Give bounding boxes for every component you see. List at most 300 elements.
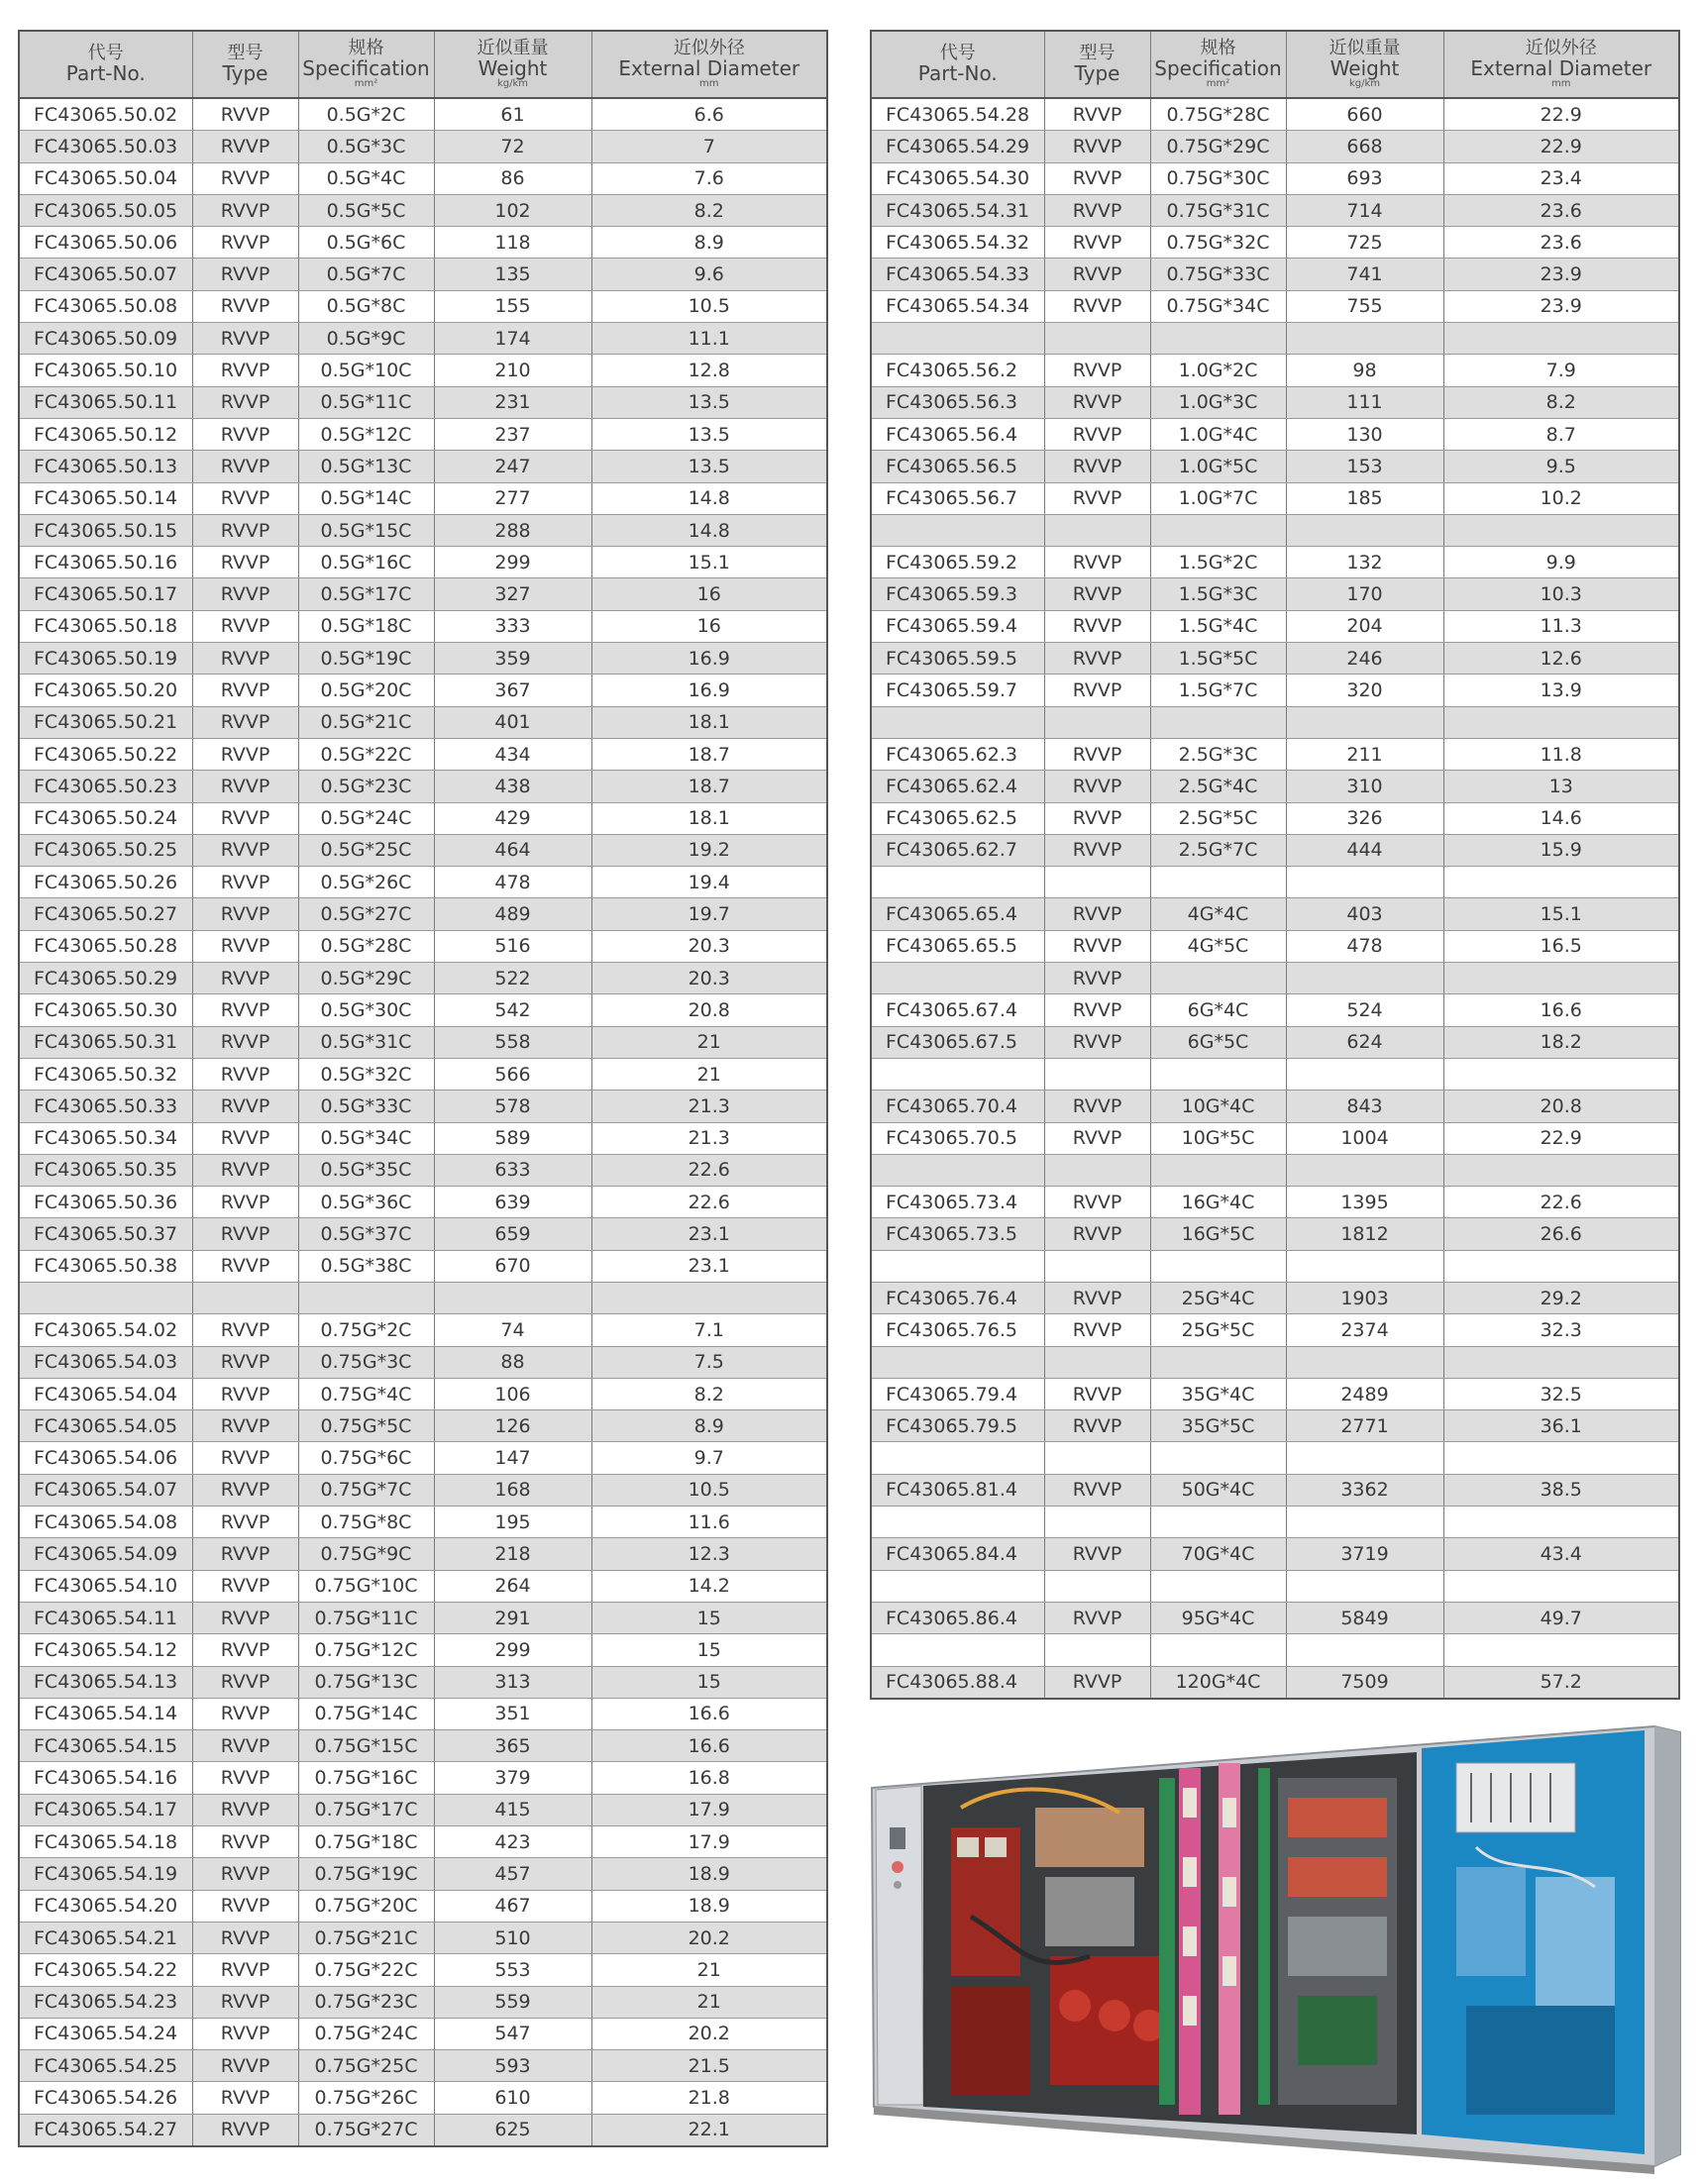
- table-row: [19, 1954, 827, 1986]
- weight-cell: 429: [434, 802, 591, 834]
- table-row: [871, 386, 1679, 418]
- table-row: [19, 1570, 827, 1602]
- type-cell: RVVP: [192, 1538, 298, 1570]
- type-cell: [1044, 867, 1150, 898]
- part-no-cell: FC43065.56.2: [871, 355, 1044, 386]
- part-no-cell: [871, 1058, 1044, 1090]
- table-row: [19, 1187, 827, 1218]
- diameter-cell: 19.2: [591, 834, 827, 866]
- part-no-cell: FC43065.54.34: [871, 290, 1044, 322]
- specification-cell: 0.75G*34C: [1150, 290, 1286, 322]
- table-row: [871, 1442, 1679, 1474]
- part-no-cell: FC43065.50.24: [19, 802, 192, 834]
- weight-cell: 478: [434, 867, 591, 898]
- type-cell: RVVP: [192, 1250, 298, 1282]
- weight-cell: 359: [434, 643, 591, 675]
- specification-cell: 0.5G*24C: [298, 802, 434, 834]
- specification-cell: 1.5G*5C: [1150, 643, 1286, 675]
- table-row: [19, 994, 827, 1026]
- part-no-cell: FC43065.50.16: [19, 547, 192, 578]
- type-cell: RVVP: [1044, 290, 1150, 322]
- type-cell: RVVP: [192, 1378, 298, 1409]
- type-cell: RVVP: [192, 1442, 298, 1474]
- part-no-cell: FC43065.50.37: [19, 1218, 192, 1250]
- table-row: [871, 451, 1679, 482]
- specification-cell: 0.75G*25C: [298, 2050, 434, 2082]
- specification-cell: 0.5G*7C: [298, 259, 434, 290]
- specification-cell: 0.75G*14C: [298, 1698, 434, 1729]
- part-no-cell: FC43065.62.4: [871, 771, 1044, 802]
- part-no-cell: FC43065.54.21: [19, 1922, 192, 1953]
- part-no-cell: FC43065.79.5: [871, 1410, 1044, 1442]
- type-cell: RVVP: [192, 98, 298, 131]
- part-no-cell: FC43065.54.14: [19, 1698, 192, 1729]
- type-cell: RVVP: [1044, 1602, 1150, 1633]
- specification-cell: 0.75G*5C: [298, 1410, 434, 1442]
- weight-cell: 320: [1286, 675, 1443, 706]
- type-cell: RVVP: [1044, 1538, 1150, 1570]
- table-row: [871, 643, 1679, 675]
- specification-cell: 1.0G*4C: [1150, 418, 1286, 450]
- diameter-cell: 15.1: [591, 547, 827, 578]
- cable-spec-table-right: [870, 30, 1680, 1700]
- type-cell: [1044, 1442, 1150, 1474]
- diameter-cell: [1443, 1634, 1679, 1666]
- specification-cell: 0.5G*21C: [298, 706, 434, 738]
- specification-cell: 35G*4C: [1150, 1378, 1286, 1409]
- type-cell: RVVP: [192, 1730, 298, 1762]
- part-no-cell: FC43065.67.4: [871, 994, 1044, 1026]
- part-no-cell: FC43065.54.13: [19, 1666, 192, 1698]
- type-cell: RVVP: [192, 898, 298, 930]
- specification-cell: 0.75G*28C: [1150, 98, 1286, 131]
- table-row: [871, 227, 1679, 259]
- table-row: [871, 1091, 1679, 1122]
- specification-cell: 10G*5C: [1150, 1122, 1286, 1154]
- part-no-cell: FC43065.50.31: [19, 1026, 192, 1058]
- table-row: [19, 451, 827, 482]
- table-row: [19, 2050, 827, 2082]
- weight-cell: 1395: [1286, 1187, 1443, 1218]
- diameter-cell: 16.9: [591, 675, 827, 706]
- type-cell: [1044, 1570, 1150, 1602]
- diameter-cell: 8.9: [591, 227, 827, 259]
- specification-cell: 0.75G*27C: [298, 2114, 434, 2146]
- part-no-cell: FC43065.54.09: [19, 1538, 192, 1570]
- type-cell: RVVP: [192, 963, 298, 994]
- part-no-cell: FC43065.84.4: [871, 1538, 1044, 1570]
- weight-cell: 218: [434, 1538, 591, 1570]
- type-cell: RVVP: [1044, 610, 1150, 642]
- table-body: [871, 98, 1679, 1699]
- specification-cell: 6G*4C: [1150, 994, 1286, 1026]
- part-no-cell: FC43065.54.32: [871, 227, 1044, 259]
- diameter-cell: 20.2: [591, 2018, 827, 2049]
- type-cell: RVVP: [192, 675, 298, 706]
- part-no-cell: FC43065.73.5: [871, 1218, 1044, 1250]
- diameter-cell: 16: [591, 578, 827, 610]
- part-no-cell: [871, 1346, 1044, 1378]
- weight-cell: 660: [1286, 98, 1443, 131]
- part-no-cell: FC43065.76.4: [871, 1282, 1044, 1313]
- table-row: [19, 1922, 827, 1953]
- type-cell: RVVP: [1044, 451, 1150, 482]
- diameter-cell: 8.7: [1443, 418, 1679, 450]
- header-part-no: 代号 Part-No.: [19, 31, 192, 98]
- table-row: [871, 802, 1679, 834]
- table-row: [19, 963, 827, 994]
- table-row: [19, 227, 827, 259]
- type-cell: RVVP: [1044, 771, 1150, 802]
- diameter-cell: 10.3: [1443, 578, 1679, 610]
- weight-cell: 668: [1286, 131, 1443, 162]
- part-no-cell: [871, 1507, 1044, 1538]
- diameter-cell: 13.5: [591, 418, 827, 450]
- weight-cell: 1004: [1286, 1122, 1443, 1154]
- specification-cell: 2.5G*4C: [1150, 771, 1286, 802]
- cable-spec-table-left: [18, 30, 828, 2147]
- diameter-cell: 22.9: [1443, 1122, 1679, 1154]
- diameter-cell: 16.6: [591, 1698, 827, 1729]
- type-cell: RVVP: [192, 610, 298, 642]
- table-row: [871, 898, 1679, 930]
- type-cell: RVVP: [192, 1026, 298, 1058]
- type-cell: RVVP: [192, 227, 298, 259]
- type-cell: RVVP: [1044, 259, 1150, 290]
- table-row: [19, 675, 827, 706]
- diameter-cell: 23.1: [591, 1218, 827, 1250]
- table-row: [19, 1410, 827, 1442]
- type-cell: RVVP: [1044, 162, 1150, 194]
- diameter-cell: [1443, 1570, 1679, 1602]
- type-cell: RVVP: [192, 1602, 298, 1633]
- table-row: [871, 1058, 1679, 1090]
- table-row: [871, 1378, 1679, 1409]
- type-cell: RVVP: [192, 867, 298, 898]
- table-row: [19, 1474, 827, 1506]
- specification-cell: 0.5G*20C: [298, 675, 434, 706]
- table-row: [19, 514, 827, 546]
- part-no-cell: [871, 514, 1044, 546]
- weight-cell: 351: [434, 1698, 591, 1729]
- weight-cell: 211: [1286, 738, 1443, 770]
- type-cell: RVVP: [1044, 1282, 1150, 1313]
- weight-cell: 132: [1286, 547, 1443, 578]
- control-cabinet-photo: [862, 1718, 1684, 2174]
- diameter-cell: 14.8: [591, 514, 827, 546]
- diameter-cell: 22.1: [591, 2114, 827, 2146]
- type-cell: RVVP: [192, 1091, 298, 1122]
- header-external-diameter: 近似外径 External Diameter mm: [1443, 31, 1679, 98]
- specification-cell: 0.5G*31C: [298, 1026, 434, 1058]
- weight-cell: [1286, 323, 1443, 355]
- diameter-cell: 18.7: [591, 771, 827, 802]
- diameter-cell: [1443, 1250, 1679, 1282]
- diameter-cell: 22.6: [591, 1187, 827, 1218]
- part-no-cell: FC43065.54.05: [19, 1410, 192, 1442]
- table-row: [871, 323, 1679, 355]
- diameter-cell: 9.6: [591, 259, 827, 290]
- part-no-cell: FC43065.50.02: [19, 98, 192, 131]
- table-row: [19, 162, 827, 194]
- diameter-cell: [1443, 1507, 1679, 1538]
- specification-cell: 0.5G*36C: [298, 1187, 434, 1218]
- specification-cell: 0.75G*21C: [298, 1922, 434, 1953]
- part-no-cell: FC43065.50.38: [19, 1250, 192, 1282]
- specification-cell: 0.5G*29C: [298, 963, 434, 994]
- type-cell: RVVP: [1044, 1378, 1150, 1409]
- part-no-cell: FC43065.76.5: [871, 1314, 1044, 1346]
- part-no-cell: FC43065.54.20: [19, 1890, 192, 1922]
- specification-cell: 0.75G*6C: [298, 1442, 434, 1474]
- part-no-cell: FC43065.56.4: [871, 418, 1044, 450]
- specification-cell: 0.75G*33C: [1150, 259, 1286, 290]
- weight-cell: 299: [434, 547, 591, 578]
- weight-cell: 593: [434, 2050, 591, 2082]
- table-row: [19, 578, 827, 610]
- part-no-cell: FC43065.50.33: [19, 1091, 192, 1122]
- weight-cell: [1286, 706, 1443, 738]
- table-row: [871, 738, 1679, 770]
- type-cell: RVVP: [192, 2114, 298, 2146]
- specification-cell: 0.5G*25C: [298, 834, 434, 866]
- diameter-cell: 9.5: [1443, 451, 1679, 482]
- diameter-cell: 14.6: [1443, 802, 1679, 834]
- part-no-cell: FC43065.73.4: [871, 1187, 1044, 1218]
- part-no-cell: FC43065.50.35: [19, 1154, 192, 1186]
- weight-cell: 170: [1286, 578, 1443, 610]
- type-cell: RVVP: [192, 1794, 298, 1825]
- specification-cell: 120G*4C: [1150, 1666, 1286, 1699]
- diameter-cell: 10.5: [591, 1474, 827, 1506]
- type-cell: RVVP: [192, 1507, 298, 1538]
- weight-cell: 231: [434, 386, 591, 418]
- diameter-cell: 22.9: [1443, 98, 1679, 131]
- table-row: [871, 706, 1679, 738]
- part-no-cell: FC43065.50.28: [19, 930, 192, 962]
- type-cell: RVVP: [192, 1058, 298, 1090]
- specification-cell: 0.75G*2C: [298, 1314, 434, 1346]
- table-row: [19, 482, 827, 514]
- header-weight: 近似重量 Weight kg/km: [434, 31, 591, 98]
- table-row: [871, 963, 1679, 994]
- weight-cell: 168: [434, 1474, 591, 1506]
- specification-cell: 2.5G*7C: [1150, 834, 1286, 866]
- specification-cell: 0.5G*38C: [298, 1250, 434, 1282]
- type-cell: RVVP: [192, 1986, 298, 2018]
- diameter-cell: 7: [591, 131, 827, 162]
- diameter-cell: 16.6: [591, 1730, 827, 1762]
- type-cell: [1044, 706, 1150, 738]
- table-row: [871, 259, 1679, 290]
- type-cell: RVVP: [1044, 1026, 1150, 1058]
- diameter-cell: 9.7: [591, 1442, 827, 1474]
- weight-cell: 438: [434, 771, 591, 802]
- weight-cell: 1812: [1286, 1218, 1443, 1250]
- specification-cell: [1150, 1154, 1286, 1186]
- part-no-cell: FC43065.54.10: [19, 1570, 192, 1602]
- part-no-cell: FC43065.50.09: [19, 323, 192, 355]
- specification-cell: 0.5G*32C: [298, 1058, 434, 1090]
- diameter-cell: 17.9: [591, 1826, 827, 1858]
- table-row: [19, 1058, 827, 1090]
- table-row: [871, 675, 1679, 706]
- weight-cell: 313: [434, 1666, 591, 1698]
- weight-cell: 542: [434, 994, 591, 1026]
- table-header: [19, 31, 827, 98]
- type-cell: RVVP: [1044, 131, 1150, 162]
- diameter-cell: 18.9: [591, 1890, 827, 1922]
- diameter-cell: 21.5: [591, 2050, 827, 2082]
- diameter-cell: 8.2: [591, 194, 827, 226]
- table-row: [19, 323, 827, 355]
- type-cell: RVVP: [1044, 994, 1150, 1026]
- type-cell: RVVP: [1044, 1666, 1150, 1699]
- part-no-cell: FC43065.54.25: [19, 2050, 192, 2082]
- part-no-cell: FC43065.50.32: [19, 1058, 192, 1090]
- table-row: [19, 1091, 827, 1122]
- part-no-cell: [19, 1282, 192, 1313]
- weight-cell: [1286, 1250, 1443, 1282]
- diameter-cell: 15: [591, 1602, 827, 1633]
- weight-cell: 401: [434, 706, 591, 738]
- type-cell: RVVP: [192, 1154, 298, 1186]
- type-cell: RVVP: [1044, 98, 1150, 131]
- part-no-cell: FC43065.50.20: [19, 675, 192, 706]
- part-no-cell: FC43065.54.26: [19, 2082, 192, 2114]
- diameter-cell: 11.8: [1443, 738, 1679, 770]
- type-cell: RVVP: [1044, 898, 1150, 930]
- table-row: [19, 98, 827, 131]
- part-no-cell: FC43065.54.16: [19, 1762, 192, 1794]
- part-no-cell: FC43065.50.21: [19, 706, 192, 738]
- type-cell: RVVP: [192, 738, 298, 770]
- weight-cell: [1286, 1634, 1443, 1666]
- part-no-cell: FC43065.50.03: [19, 131, 192, 162]
- part-no-cell: FC43065.54.04: [19, 1378, 192, 1409]
- table-row: [871, 1026, 1679, 1058]
- table-row: [871, 1410, 1679, 1442]
- specification-cell: 16G*4C: [1150, 1187, 1286, 1218]
- table-row: [19, 1507, 827, 1538]
- type-cell: RVVP: [192, 994, 298, 1026]
- type-cell: RVVP: [192, 194, 298, 226]
- table-row: [871, 1538, 1679, 1570]
- type-cell: RVVP: [192, 131, 298, 162]
- specification-cell: 0.75G*22C: [298, 1954, 434, 1986]
- specification-cell: 1.5G*3C: [1150, 578, 1286, 610]
- diameter-cell: 22.9: [1443, 131, 1679, 162]
- type-cell: RVVP: [192, 2082, 298, 2114]
- type-cell: RVVP: [1044, 643, 1150, 675]
- table-row: [19, 1730, 827, 1762]
- table-row: [19, 1634, 827, 1666]
- diameter-cell: [1443, 1058, 1679, 1090]
- type-cell: RVVP: [192, 323, 298, 355]
- part-no-cell: FC43065.54.28: [871, 98, 1044, 131]
- table-row: [871, 1474, 1679, 1506]
- type-cell: RVVP: [192, 834, 298, 866]
- part-no-cell: FC43065.62.5: [871, 802, 1044, 834]
- part-no-cell: FC43065.65.5: [871, 930, 1044, 962]
- part-no-cell: FC43065.54.18: [19, 1826, 192, 1858]
- diameter-cell: [1443, 1442, 1679, 1474]
- diameter-cell: 11.6: [591, 1507, 827, 1538]
- weight-cell: 333: [434, 610, 591, 642]
- part-no-cell: FC43065.54.31: [871, 194, 1044, 226]
- weight-cell: 210: [434, 355, 591, 386]
- diameter-cell: 22.6: [1443, 1187, 1679, 1218]
- weight-cell: 153: [1286, 451, 1443, 482]
- part-no-cell: FC43065.50.29: [19, 963, 192, 994]
- diameter-cell: 21: [591, 1986, 827, 2018]
- header-type: 型号 Type: [192, 31, 298, 98]
- part-no-cell: [871, 1570, 1044, 1602]
- type-cell: RVVP: [1044, 802, 1150, 834]
- weight-cell: 3719: [1286, 1538, 1443, 1570]
- weight-cell: 444: [1286, 834, 1443, 866]
- diameter-cell: 43.4: [1443, 1538, 1679, 1570]
- weight-cell: 379: [434, 1762, 591, 1794]
- part-no-cell: FC43065.50.08: [19, 290, 192, 322]
- diameter-cell: 23.6: [1443, 194, 1679, 226]
- diameter-cell: 14.8: [591, 482, 827, 514]
- diameter-cell: 20.3: [591, 963, 827, 994]
- table-row: [871, 1282, 1679, 1313]
- table-row: [871, 1314, 1679, 1346]
- type-cell: [1044, 1507, 1150, 1538]
- type-cell: RVVP: [1044, 675, 1150, 706]
- table-row: [871, 547, 1679, 578]
- specification-cell: [1150, 1634, 1286, 1666]
- diameter-cell: 21: [591, 1058, 827, 1090]
- type-cell: RVVP: [1044, 1122, 1150, 1154]
- type-cell: RVVP: [192, 1122, 298, 1154]
- weight-cell: 478: [1286, 930, 1443, 962]
- part-no-cell: FC43065.50.07: [19, 259, 192, 290]
- specification-cell: [1150, 867, 1286, 898]
- weight-cell: [1286, 1346, 1443, 1378]
- part-no-cell: FC43065.54.22: [19, 1954, 192, 1986]
- specification-cell: 0.75G*10C: [298, 1570, 434, 1602]
- header-part-no: 代号 Part-No.: [871, 31, 1044, 98]
- table-row: [19, 1794, 827, 1825]
- table-row: [871, 418, 1679, 450]
- specification-cell: 1.0G*7C: [1150, 482, 1286, 514]
- specification-cell: 0.5G*22C: [298, 738, 434, 770]
- type-cell: RVVP: [192, 1218, 298, 1250]
- weight-cell: 423: [434, 1826, 591, 1858]
- specification-cell: 0.5G*15C: [298, 514, 434, 546]
- diameter-cell: 18.9: [591, 1858, 827, 1890]
- specification-cell: 0.5G*17C: [298, 578, 434, 610]
- specification-cell: 25G*4C: [1150, 1282, 1286, 1313]
- diameter-cell: 15: [591, 1666, 827, 1698]
- specification-cell: 4G*5C: [1150, 930, 1286, 962]
- diameter-cell: 13: [1443, 771, 1679, 802]
- weight-cell: 510: [434, 1922, 591, 1953]
- specification-cell: 0.75G*20C: [298, 1890, 434, 1922]
- weight-cell: 61: [434, 98, 591, 131]
- part-no-cell: [871, 867, 1044, 898]
- specification-cell: 0.5G*13C: [298, 451, 434, 482]
- part-no-cell: FC43065.50.23: [19, 771, 192, 802]
- diameter-cell: 23.6: [1443, 227, 1679, 259]
- weight-cell: 714: [1286, 194, 1443, 226]
- type-cell: RVVP: [192, 1187, 298, 1218]
- part-no-cell: FC43065.54.27: [19, 2114, 192, 2146]
- table-row: [871, 1122, 1679, 1154]
